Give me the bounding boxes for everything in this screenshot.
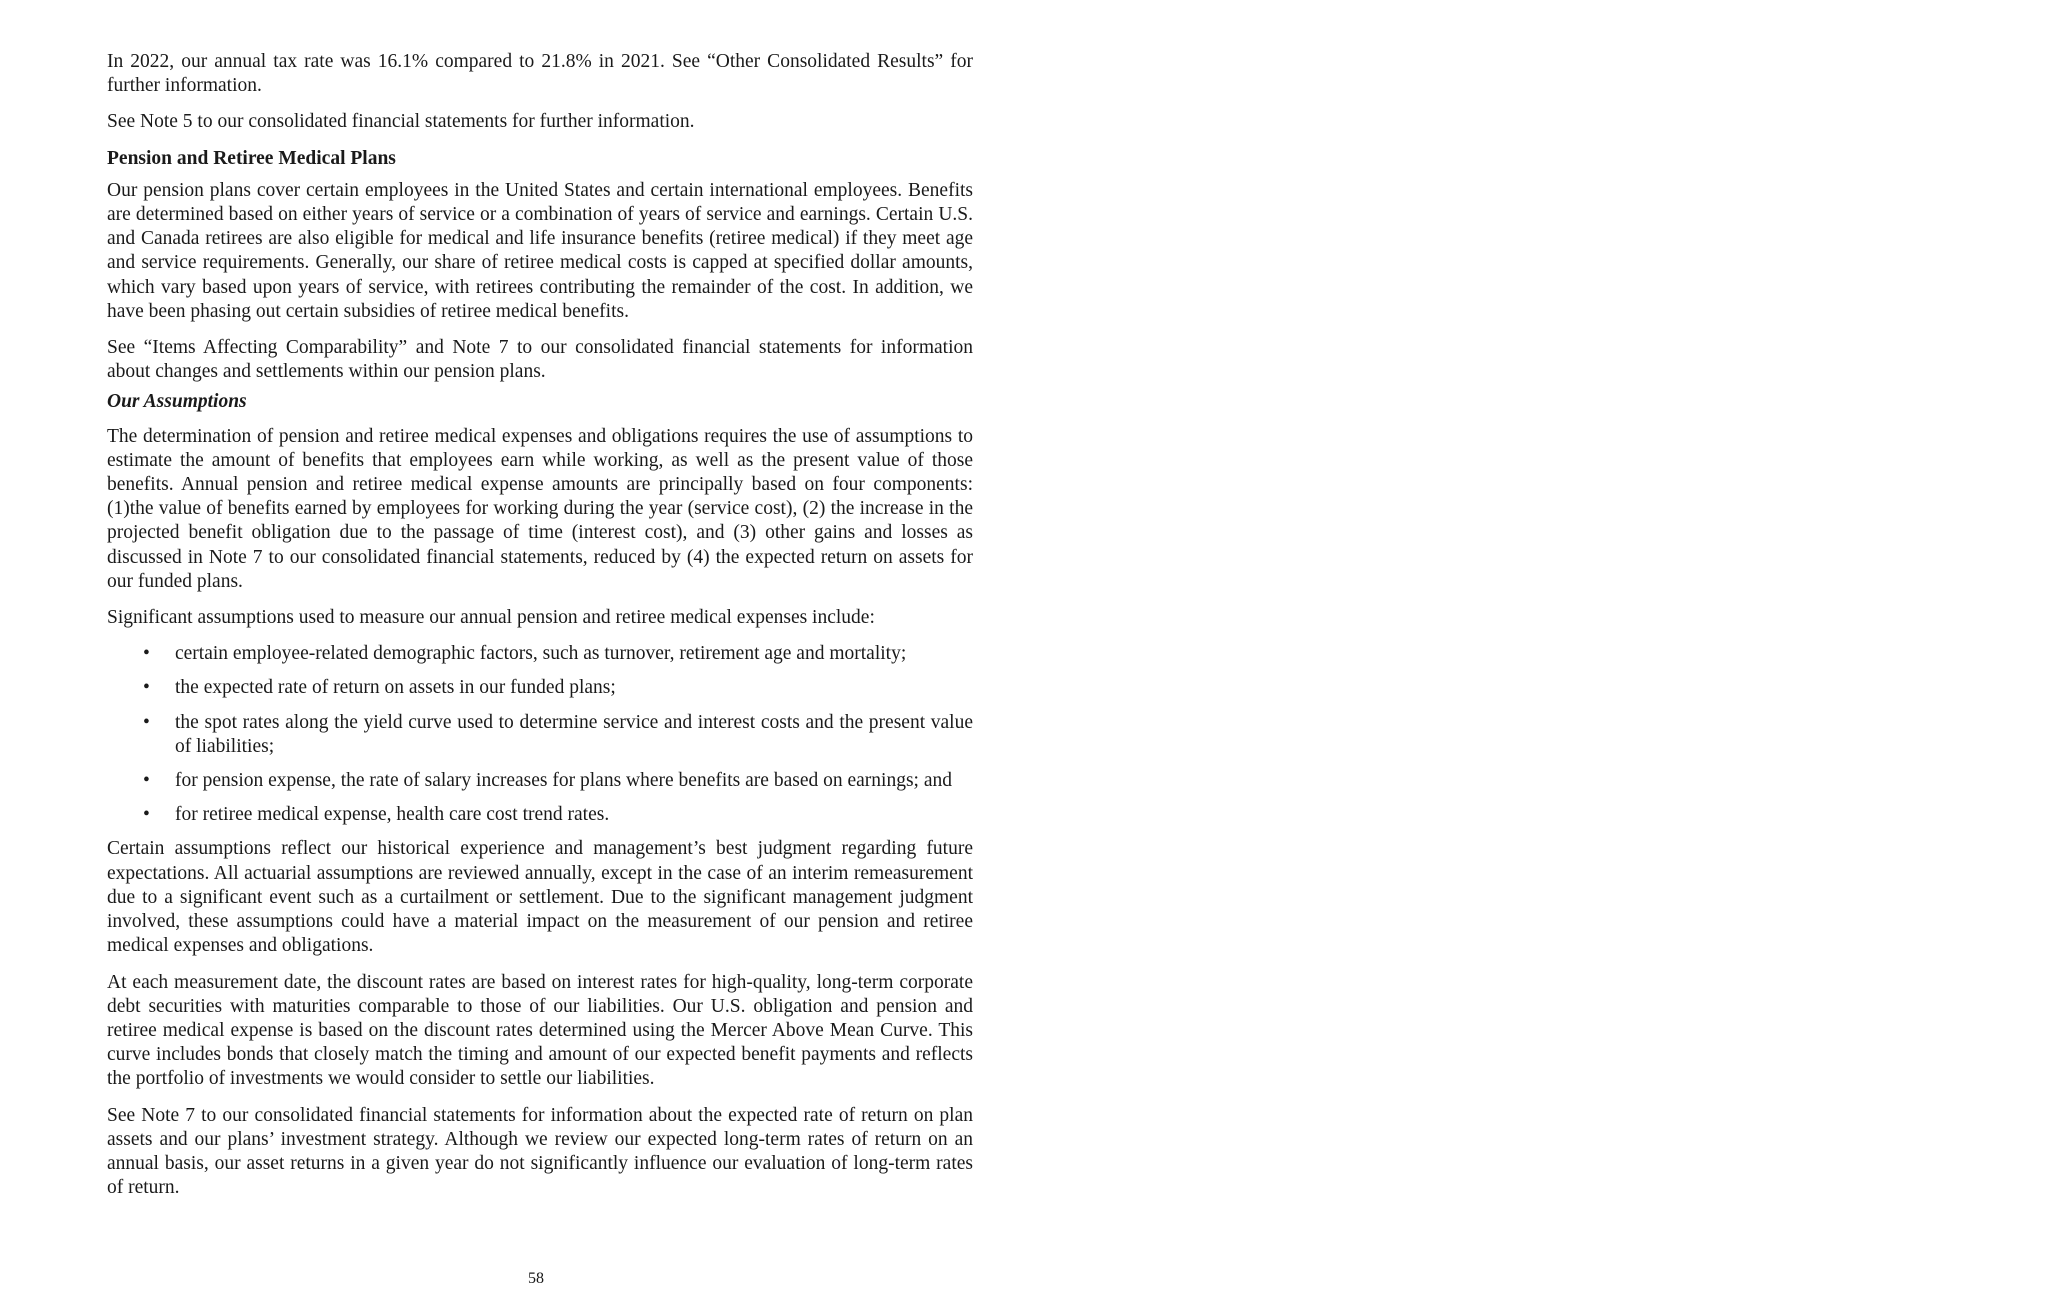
list-item-text: for retiree medical expense, health care cost trend rates. <box>175 804 610 826</box>
assumptions-bullet-list <box>107 642 973 827</box>
items-affecting-comparability-paragraph: See “Items Affecting Comparability” and Note 7 to our consolidated financial statements for information about changes and settlements within our pension plans. <box>107 337 973 383</box>
expected-return-paragraph: See Note 7 to our consolidated financial statements for information about the expected rate of return on plan assets and our plans’ investment strategy. Although we review our expected long-term rates of return on an annual basis, our asset returns in a given year do not significantly influence our evaluation of long-term rates of return. <box>107 1104 973 1199</box>
list-item-text: the spot rates along the yield curve used to determine service and interest costs and the present value of liabilities; <box>175 711 973 757</box>
page-number: 58 <box>528 1270 544 1287</box>
assumptions-paragraph: The determination of pension and retiree medical expenses and obligations requires the use of assumptions to estimate the amount of benefits that employees earn while working, as well as the present value of those benefits. Annual pension and retiree medical expense amounts are principally based on four components: (1)the value of benefits earned by employees for working during the year (service cost), (2) the increase in the projected benefit obligation due to the passage of time (interest cost), and (3) other gains and losses as discussed in Note 7 to our consolidated financial statements, reduced by (4) the expected return on assets for our funded plans. <box>107 425 973 592</box>
list-item <box>107 642 973 666</box>
list-item-text: for pension expense, the rate of salary increases for plans where benefits are based on earnings; and <box>175 770 952 792</box>
discount-rates-paragraph: At each measurement date, the discount rates are based on interest rates for high-quality, long-term corporate debt securities with maturities comparable to those of our liabilities. Our U.S. obligation and pension and retiree medical expense is based on the discount rates determined using the Mercer Above Mean Curve. This curve includes bonds that closely match the timing and amount of our expected benefit payments and reflects the portfolio of investments we would consider to settle our liabilities. <box>107 971 973 1090</box>
list-item <box>107 711 973 759</box>
section-heading-pension: Pension and Retiree Medical Plans <box>107 147 396 169</box>
bullet-icon: • <box>143 711 150 733</box>
bullet-icon: • <box>143 804 150 826</box>
list-item-text: certain employee-related demographic factors, such as turnover, retirement age and mortality; <box>175 643 907 665</box>
actuarial-assumptions-paragraph: Certain assumptions reflect our historical experience and management’s best judgment regarding future expectations. All actuarial assumptions are reviewed annually, except in the case of an interim remeasurement due to a significant event such as a curtailment or settlement. Due to the significant management judgment involved, these assumptions could have a material impact on the measurement of our pension and retiree medical expenses and obligations. <box>107 838 973 957</box>
bullet-icon: • <box>143 677 150 699</box>
list-item-text: the expected rate of return on assets in our funded plans; <box>175 677 616 699</box>
tax-rate-paragraph: In 2022, our annual tax rate was 16.1% compared to 21.8% in 2021. See “Other Consolidated Results” for further information. <box>107 51 973 97</box>
note-5-paragraph: See Note 5 to our consolidated financial statements for further information. <box>107 111 695 133</box>
pension-plans-paragraph: Our pension plans cover certain employees in the United States and certain international employees. Benefits are determined based on either years of service or a combination of years of service and earnings. Certain U.S. and Canada retirees are also eligible for medical and life insurance benefits (retiree medical) if they meet age and service requirements. Generally, our share of retiree medical costs is capped at specified dollar amounts, which vary based upon years of service, with retirees contributing the remainder of the cost. In addition, we have been phasing out certain subsidies of retiree medical benefits. <box>107 179 973 322</box>
bullet-icon: • <box>143 770 150 792</box>
list-item <box>107 769 973 793</box>
section-subheading-assumptions: Our Assumptions <box>107 391 247 413</box>
significant-assumptions-intro: Significant assumptions used to measure our annual pension and retiree medical expenses include: <box>107 607 875 629</box>
bullet-icon: • <box>143 643 150 665</box>
list-item <box>107 803 973 827</box>
list-item <box>107 676 973 700</box>
document-page <box>107 50 973 1212</box>
